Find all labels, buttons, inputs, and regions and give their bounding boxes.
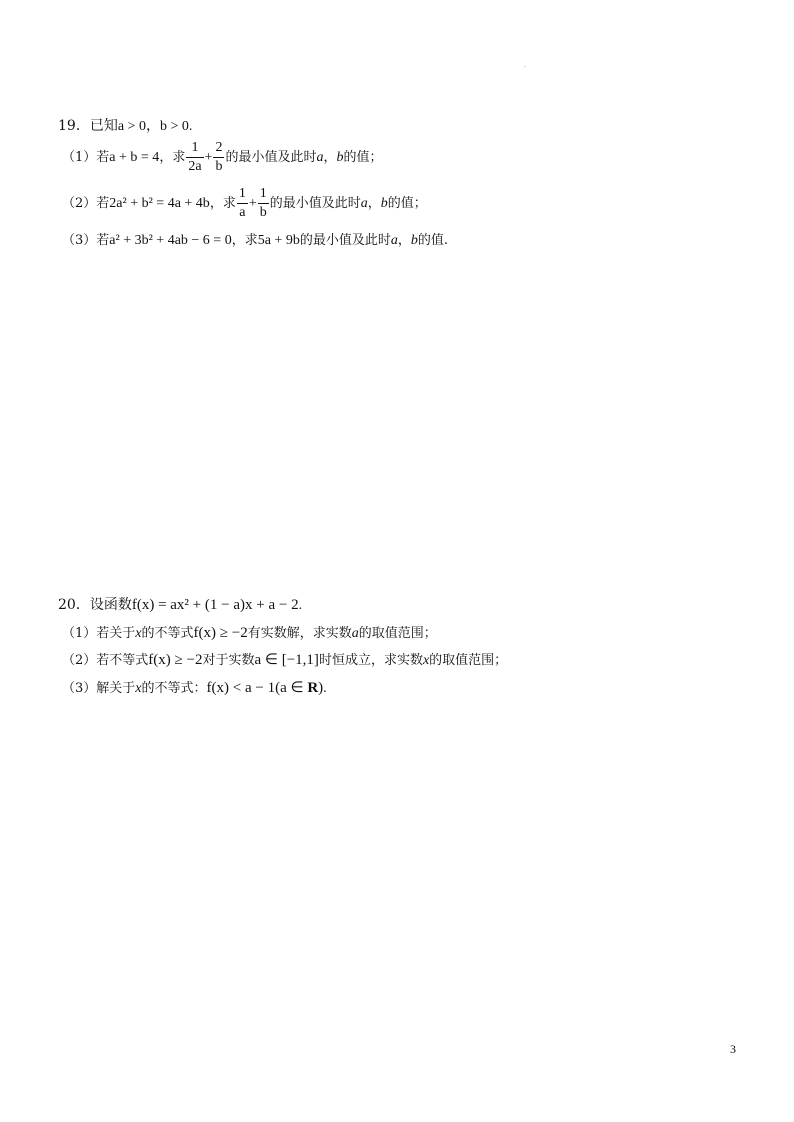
- fraction: [186, 141, 203, 174]
- intro-text: 设函数: [89, 597, 132, 613]
- function-definition: f(x) = ax² + (1 − a)x + a − 2: [131, 597, 299, 613]
- fraction-numerator: 1: [258, 187, 269, 204]
- fraction: [213, 141, 224, 174]
- part-label: （1）: [62, 626, 97, 641]
- variable-a: a: [316, 150, 324, 165]
- separator: ，: [145, 118, 160, 134]
- part-label: （3）: [62, 681, 97, 696]
- part-text: 时恒成立，求实数: [318, 653, 423, 668]
- real-set-symbol: R: [307, 680, 319, 696]
- part-tail: 的值.: [417, 233, 448, 248]
- expression: 5a + 9b: [257, 233, 300, 248]
- part-label: （1）: [62, 150, 97, 165]
- inequality: f(x) ≥ −2: [193, 625, 248, 641]
- inequality: f(x) ≥ −2: [148, 652, 203, 668]
- part-text: 有实数解，求实数: [247, 626, 352, 641]
- condition: a ∈: [280, 680, 308, 696]
- question-20-part-1: [62, 622, 437, 642]
- plus-sign: +: [248, 196, 257, 211]
- intro-text: 已知: [89, 118, 118, 134]
- fraction-denominator: b: [215, 159, 223, 174]
- part-text: 的最小值及此时: [225, 150, 317, 165]
- part-tail: 的值；: [343, 150, 383, 165]
- variable-x: x: [422, 653, 430, 668]
- fraction: [237, 187, 248, 220]
- part-text: 若: [96, 196, 110, 211]
- part-text: 的最小值及此时: [269, 196, 361, 211]
- fraction-denominator: 2a: [188, 159, 202, 174]
- question-number: 19．: [58, 118, 90, 134]
- condition-a: a > 0: [117, 119, 146, 134]
- equation: 2a² + b² = 4a + 4b: [109, 196, 210, 211]
- variable-a: a: [351, 626, 359, 641]
- parameter-range: a ∈ [−1,1]: [254, 652, 319, 668]
- fraction-numerator: 1: [237, 187, 248, 204]
- variable-b: b: [380, 196, 388, 211]
- part-text: ，求: [159, 150, 186, 165]
- part-text: 的不等式: [141, 626, 194, 641]
- part-text: 若不等式: [96, 653, 149, 668]
- part-text: 若: [96, 233, 110, 248]
- fraction-denominator: a: [239, 205, 246, 220]
- question-20-part-3: [62, 677, 327, 697]
- page-number: 3: [730, 1042, 736, 1056]
- part-label: （2）: [62, 196, 97, 211]
- part-text: 若关于: [96, 626, 136, 641]
- part-label: （2）: [62, 653, 97, 668]
- variable-b: b: [410, 233, 418, 248]
- part-text: 的不等式：: [141, 681, 207, 696]
- question-19-part-1: [62, 141, 383, 174]
- part-tail: .: [323, 681, 327, 696]
- part-text: 对于实数: [202, 653, 255, 668]
- equation: a² + 3b² + 4ab − 6 = 0: [109, 233, 232, 248]
- sentence-end: .: [188, 119, 193, 134]
- sentence-end: .: [298, 598, 303, 613]
- fraction-numerator: 1: [186, 141, 203, 158]
- question-20-heading: [58, 594, 302, 614]
- condition-b: b > 0: [159, 119, 189, 134]
- question-20-part-2: [62, 649, 507, 669]
- part-text: 若: [96, 150, 110, 165]
- inequality: f(x) < a − 1: [206, 680, 276, 696]
- paren-close: ): [318, 680, 324, 696]
- comma: ，: [397, 233, 411, 248]
- part-tail: 的取值范围；: [358, 626, 437, 641]
- question-19-part-3: [62, 229, 448, 249]
- part-text: ，求: [209, 196, 236, 211]
- variable-a: a: [390, 233, 398, 248]
- fraction-numerator: 2: [213, 141, 224, 158]
- question-19-part-2: [62, 187, 427, 220]
- part-text: 的最小值及此时: [299, 233, 391, 248]
- part-text: ，求: [231, 233, 258, 248]
- variable-b: b: [336, 150, 344, 165]
- stray-mark: ·: [524, 64, 526, 71]
- comma: ，: [323, 150, 337, 165]
- part-text: 解关于: [96, 681, 136, 696]
- variable-x: x: [135, 681, 142, 696]
- part-tail: 的取值范围；: [429, 653, 508, 668]
- comma: ，: [367, 196, 381, 211]
- paren-open: (: [275, 680, 281, 696]
- variable-x: x: [135, 626, 142, 641]
- equation: a + b = 4: [109, 150, 160, 165]
- variable-a: a: [360, 196, 368, 211]
- fraction-denominator: b: [259, 205, 267, 220]
- question-19-heading: [58, 115, 192, 135]
- part-tail: 的值；: [387, 196, 427, 211]
- plus-sign: +: [204, 150, 213, 165]
- fraction: [258, 187, 269, 220]
- question-number: 20．: [58, 597, 90, 613]
- part-label: （3）: [62, 233, 97, 248]
